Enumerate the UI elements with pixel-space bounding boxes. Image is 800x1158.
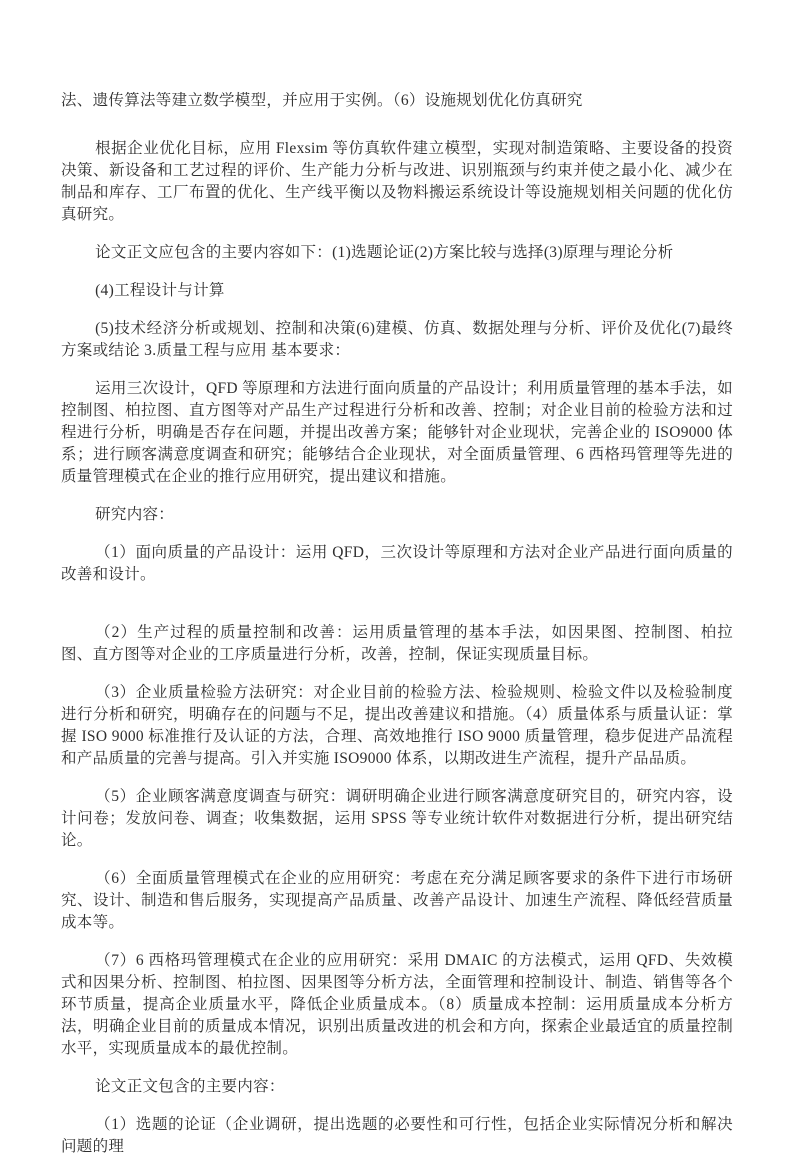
paragraph: （6）全面质量管理模式在企业的应用研究：考虑在充分满足顾客要求的条件下进行市场研究、设计、制造和售后服务，实现提高产品质量、改善产品设计、加速生产流程、降低经营质量成本等。 (61, 870, 733, 931)
paragraph: 法、遗传算法等建立数学模型，并应用于实例。（6）设施规划优化仿真研究 (61, 92, 583, 109)
paragraph: （1）选题的论证（企业调研，提出选题的必要性和可行性，包括企业实际情况分析和解决问题的理 (61, 1116, 733, 1155)
paragraph: 论文正文应包含的主要内容如下：(1)选题论证(2)方案比较与选择(3)原理与理论分析 (95, 244, 674, 261)
paragraph: （3）企业质量检验方法研究：对企业目前的检验方法、检验规则、检验文件以及检验制度进行分析和研究，明确存在的问题与不足，提出改善建议和措施。（4）质量体系与质量认证：掌握 ISO 9000 标准推行及认证的方法，合理、高效地推行 ISO 9000 质量管理，稳步促进产品流程和产品质量的完善与提高。引入并实施 ISO9000 体系，以期改进生产流程，提升产品品质。 (61, 684, 733, 767)
paragraph: （1）面向质量的产品设计：运用 QFD，三次设计等原理和方法对企业产品进行面向质量的改善和设计。 (61, 544, 733, 583)
paragraph: 论文正文包含的主要内容： (95, 1078, 285, 1095)
paragraph: （7）6 西格玛管理模式在企业的应用研究：采用 DMAIC 的方法模式，运用 QFD、失效模式和因果分析、控制图、柏拉图、因果图等分析方法，全面管理和控制设计、制造、销售等各个环节质量，提高企业质量水平，降低企业质量成本。（8）质量成本控制：运用质量成本分析方法，明确企业目前的质量成本情况，识别出质量改进的机会和方向，探索企业最适宜的质量控制水平，实现质量成本的最优控制。 (61, 952, 733, 1057)
paragraph: 根据企业优化目标，应用 Flexsim 等仿真软件建立模型，实现对制造策略、主要设备的投资决策、新设备和工艺过程的评价、生产能力分析与改进、识别瓶颈与约束并使之最小化、减少在制品和库存、工厂布置的优化、生产线平衡以及物料搬运系统设计等设施规划相关问题的优化仿真研究。 (61, 140, 733, 223)
paragraph: （2）生产过程的质量控制和改善：运用质量管理的基本手法，如因果图、控制图、柏拉图、直方图等对企业的工序质量进行分析，改善，控制，保证实现质量目标。 (61, 624, 733, 663)
paragraph: 运用三次设计，QFD 等原理和方法进行面向质量的产品设计；利用质量管理的基本手法，如控制图、柏拉图、直方图等对产品生产过程进行分析和改善、控制；对企业目前的检验方法和过程进行分析，明确是否存在问题，并提出改善方案；能够针对企业现状，完善企业的 ISO9000 体系；进行顾客满意度调查和研究；能够结合企业现状，对全面质量管理、6 西格玛管理等先进的质量管理模式在企业的推行应用研究，提出建议和措施。 (61, 380, 733, 485)
paragraph: 研究内容： (95, 506, 175, 523)
paragraph: (5)技术经济分析或规划、控制和决策(6)建模、仿真、数据处理与分析、评价及优化(7)最终方案或结论 3.质量工程与应用 基本要求： (61, 320, 733, 359)
paragraph: (4)工程设计与计算 (95, 282, 225, 299)
document-body (61, 90, 733, 1158)
paragraph: （5）企业顾客满意度调查与研究：调研明确企业进行顾客满意度研究目的，研究内容，设计问卷；发放问卷、调查；收集数据，运用 SPSS 等专业统计软件对数据进行分析，提出研究结论。 (61, 788, 733, 849)
